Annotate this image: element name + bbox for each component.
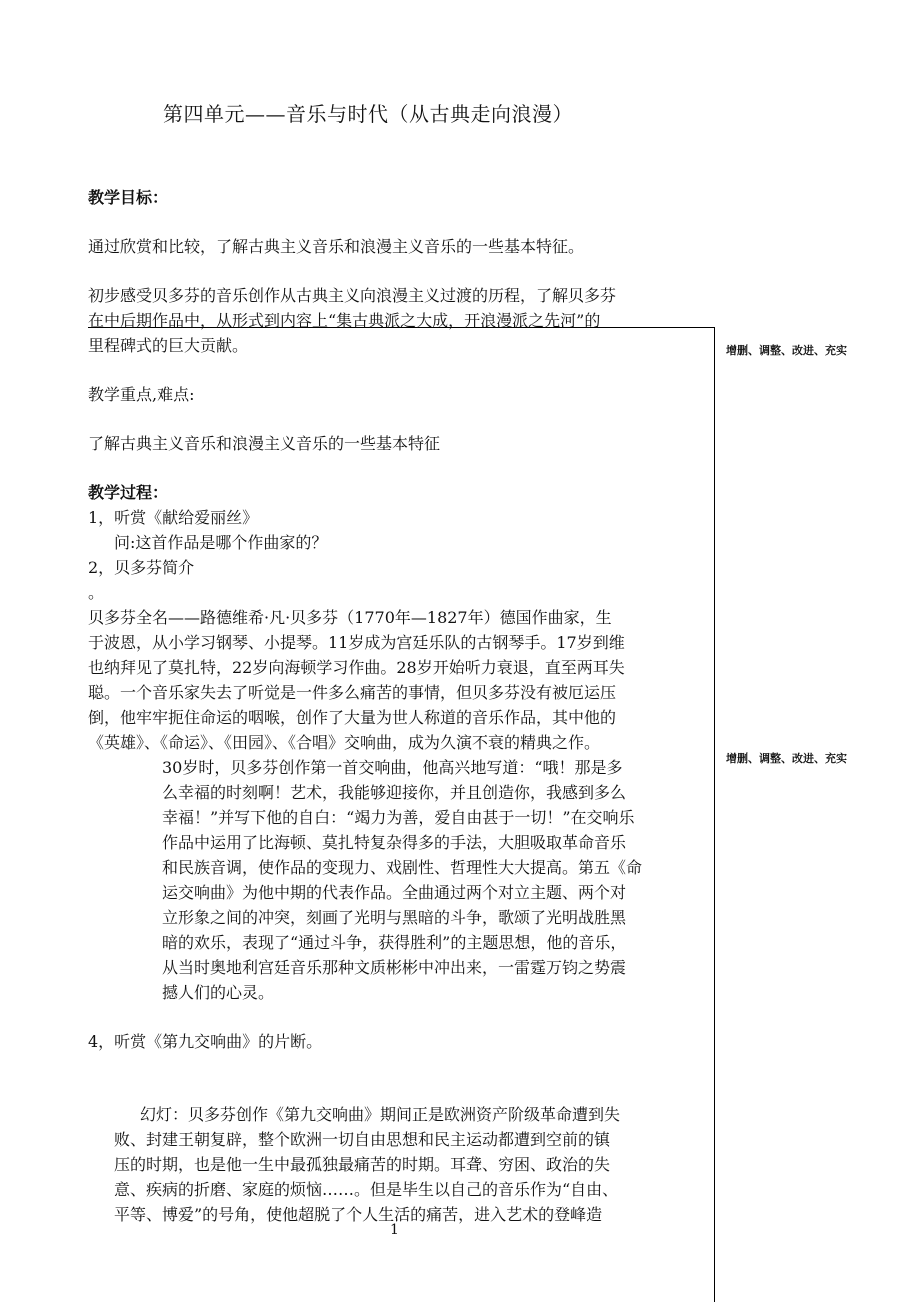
- side-note: 增删、调整、改进、充实: [726, 752, 847, 765]
- quote-line: 暗的欢乐，表现了“通过斗争，获得胜利”的主题思想，他的音乐，: [162, 933, 627, 952]
- document-title: 第四单元——音乐与时代（从古典走向浪漫）: [163, 102, 573, 126]
- side-note: 增删、调整、改进、充实: [726, 344, 847, 357]
- objective-paragraph: 通过欣赏和比较，了解古典主义音乐和浪漫主义音乐的一些基本特征。: [88, 237, 585, 256]
- slide-line: 幻灯：贝多芬创作《第九交响曲》期间正是欧洲资产阶级革命遭到失: [140, 1105, 621, 1124]
- process-item: 4，听赏《第九交响曲》的片断。: [88, 1032, 323, 1051]
- bio-line: 也纳拜见了莫扎特，22岁向海顿学习作曲。28岁开始听力衰退，直至两耳失: [88, 658, 625, 677]
- page-number: 1: [390, 1222, 399, 1238]
- objective-line: 在中后期作品中，从形式到内容上“集古典派之大成，开浪漫派之先河”的: [88, 311, 601, 330]
- objectives-heading: 教学目标：: [88, 188, 169, 207]
- objective-line: 初步感受贝多芬的音乐创作从古典主义向浪漫主义过渡的历程，了解贝多芬: [88, 286, 617, 305]
- bio-line: 贝多芬全名——路德维希·凡·贝多芬（1770年—1827年）德国作曲家，生: [88, 608, 612, 627]
- process-item: 2，贝多芬简介: [88, 558, 195, 577]
- quote-line: 么幸福的时刻啊！艺术，我能够迎接你，并且创造你，我感到多么: [162, 783, 627, 802]
- objective-line: 里程碑式的巨大贡献。: [88, 336, 249, 355]
- process-heading: 教学过程：: [88, 483, 169, 502]
- key-points-heading: 教学重点,难点:: [88, 385, 195, 404]
- quote-line: 立形象之间的冲突，刻画了光明与黑暗的斗争，歌颂了光明战胜黑: [162, 908, 627, 927]
- slide-line: 意、疾病的折磨、家庭的烦恼……。但是毕生以自己的音乐作为“自由、: [114, 1180, 619, 1199]
- quote-line: 和民族音调，使作品的变现力、戏剧性、哲理性大大提高。第五《命: [162, 858, 643, 877]
- slide-line: 败、封建王朝复辟，整个欧洲一切自由思想和民主运动都遭到空前的镇: [114, 1130, 611, 1149]
- slide-line: 平等、博爱”的号角，使他超脱了个人生活的痛苦，进入艺术的登峰造: [114, 1205, 603, 1224]
- process-question: 问:这首作品是哪个作曲家的？: [114, 533, 328, 552]
- quote-line: 从当时奥地利宫廷音乐那种文质彬彬中冲出来，一雷霆万钧之势震: [162, 958, 627, 977]
- main-content: [88, 185, 702, 1227]
- bio-line: 于波恩，从小学习钢琴、小提琴。11岁成为宫廷乐队的古钢琴手。17岁到维: [88, 633, 625, 652]
- process-item: 1，听赏《献给爱丽丝》: [88, 508, 259, 527]
- quote-line: 运交响曲》为他中期的代表作品。全曲通过两个对立主题、两个对: [162, 883, 627, 902]
- quote-block: [162, 755, 702, 1005]
- quote-line: 30岁时，贝多芬创作第一首交响曲，他高兴地写道：“哦！那是多: [162, 758, 623, 777]
- quote-line: 幸福！”并写下他的自白：“竭力为善，爱自由甚于一切！”在交响乐: [162, 808, 635, 827]
- slide-line: 压的时期，也是他一生中最孤独最痛苦的时期。耳聋、穷困、政治的失: [114, 1155, 611, 1174]
- process-dot: 。: [88, 583, 105, 602]
- quote-line: 撼人们的心灵。: [162, 983, 275, 1002]
- margin-divider-vertical: [714, 327, 715, 1302]
- key-points-text: 了解古典主义音乐和浪漫主义音乐的一些基本特征: [88, 434, 441, 453]
- bio-line: 《英雄》、《命运》、《田园》、《合唱》交响曲，成为久演不衰的精典之作。: [88, 733, 601, 752]
- bio-line: 聪。一个音乐家失去了听觉是一件多么痛苦的事情，但贝多芬没有被厄运压: [88, 683, 617, 702]
- quote-line: 作品中运用了比海顿、莫扎特复杂得多的手法，大胆吸取革命音乐: [162, 833, 627, 852]
- bio-line: 倒，他牢牢扼住命运的咽喉，创作了大量为世人称道的音乐作品，其中他的: [88, 708, 617, 727]
- slide-block: [88, 1102, 702, 1227]
